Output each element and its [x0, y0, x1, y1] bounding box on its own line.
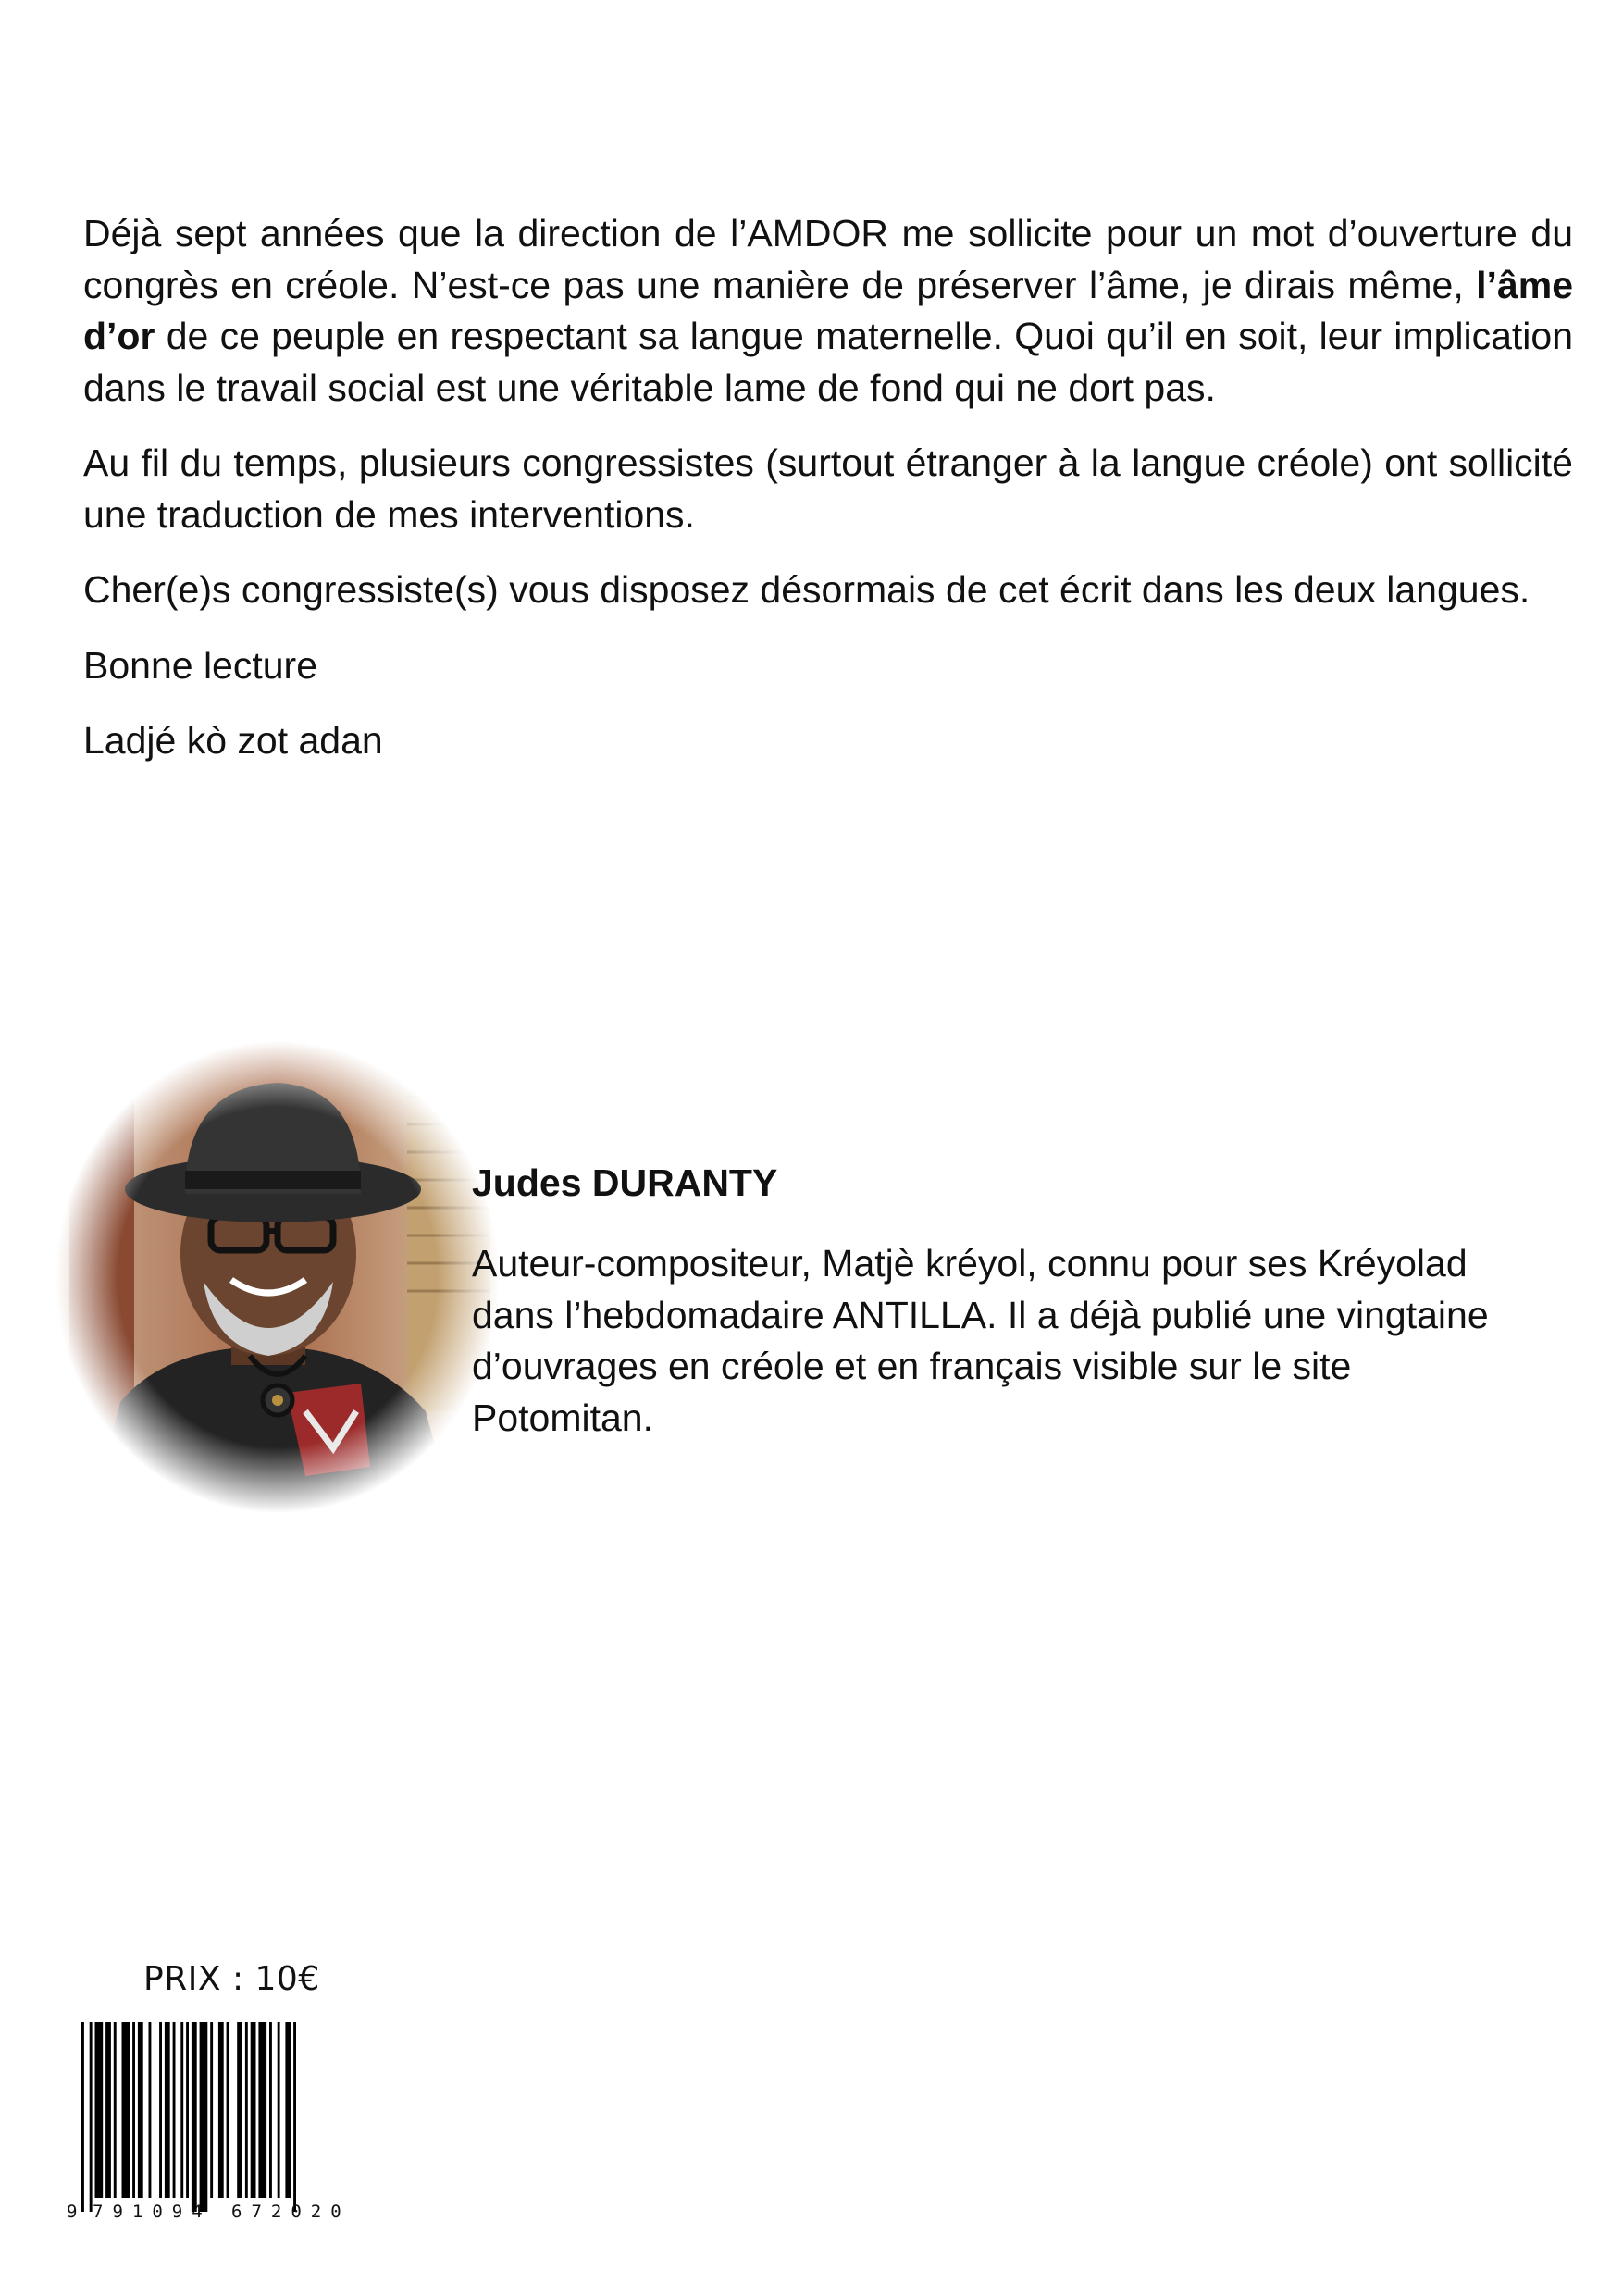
price-label: PRIX : 10€: [143, 1960, 320, 1998]
barcode-left-group: 791094: [93, 2202, 212, 2222]
barcode: [67, 2022, 363, 2212]
barcode-bar: [173, 2022, 176, 2198]
body-text: [83, 208, 1573, 791]
barcode-bars: [67, 2022, 363, 2212]
barcode-bar: [149, 2022, 152, 2198]
author-name: Judes DURANTY: [472, 1161, 778, 1204]
barcode-bar: [159, 2022, 162, 2198]
barcode-bar: [81, 2022, 84, 2212]
paragraph-congressists: Cher(e)s congressiste(s) vous disposez désormais de cet écrit dans les deux langues.: [83, 568, 1530, 611]
barcode-bar: [122, 2022, 130, 2198]
barcode-bar: [269, 2022, 272, 2198]
barcode-bar: [210, 2022, 213, 2198]
barcode-bar: [218, 2022, 224, 2198]
barcode-first-digit: 9: [67, 2202, 78, 2222]
barcode-bar: [251, 2022, 256, 2198]
barcode-bar: [132, 2022, 135, 2198]
barcode-bar: [90, 2022, 93, 2212]
barcode-bar: [258, 2022, 266, 2198]
barcode-bar: [192, 2022, 197, 2212]
paragraph-greeting: Bonne lecture: [83, 643, 318, 687]
barcode-right-group: 672020: [231, 2202, 351, 2222]
paragraph-translation: Au fil du temps, plusieurs congressistes (surtout étranger à la langue créole) ont sollicité une traduction de mes interventions.: [83, 441, 1573, 536]
barcode-bar: [285, 2022, 291, 2198]
paragraph-creole-greeting: Ladjé kò zot adan: [83, 719, 383, 762]
barcode-bar: [237, 2022, 242, 2198]
barcode-bar: [186, 2022, 189, 2198]
paragraph-intro: [83, 208, 1573, 414]
barcode-bar: [278, 2022, 280, 2198]
author-portrait: [56, 1041, 500, 1513]
barcode-bar: [95, 2022, 104, 2198]
barcode-bar: [180, 2022, 183, 2198]
barcode-digits: [67, 2202, 363, 2226]
barcode-bar: [138, 2022, 143, 2198]
barcode-bar: [227, 2022, 229, 2198]
barcode-bar: [245, 2022, 248, 2198]
barcode-bar: [114, 2022, 117, 2198]
barcode-bar: [293, 2022, 296, 2212]
paragraph-intro-text-end: de ce peuple en respectant sa langue maternelle. Quoi qu’il en soit, leur implication dans le travail social est une véritable lame de fond qui ne dort pas.: [83, 315, 1573, 409]
barcode-bar: [105, 2022, 111, 2198]
barcode-bar: [165, 2022, 170, 2198]
barcode-bar: [200, 2022, 208, 2212]
emphasis-text: l’âme d’or: [83, 263, 1573, 357]
author-bio: Auteur-compositeur, Matjè kréyol, connu pour ses Kréyolad dans l’hebdomadaire ANTILLA. Il a déjà publié une vingtaine d’ouvrages en créole et en français visible sur le site Potomitan.: [472, 1242, 1489, 1439]
paragraph-intro-text: Déjà sept années que la direction de l’AMDOR me sollicite pour un mot d’ouverture du congrès en créole. N’est-ce pas une manière de préserver l’âme, je dirais même,: [83, 212, 1573, 306]
